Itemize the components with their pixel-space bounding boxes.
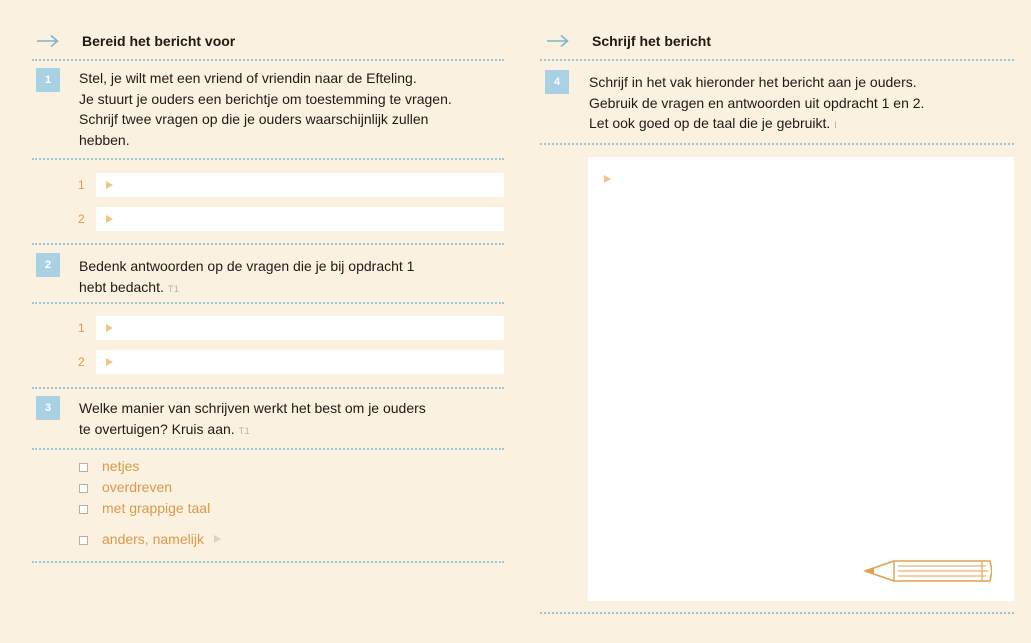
triangle-right-icon xyxy=(604,175,611,183)
section-heading-write xyxy=(540,30,711,52)
question-text: Schrijf in het vak hieronder het bericht aan je ouders. Gebruik de vragen en antwoorden uit opdracht 1 en 2. Let ook goed op de taal die je gebruikt. I xyxy=(589,74,925,131)
message-writing-area[interactable] xyxy=(588,157,1014,601)
row-number: 2 xyxy=(78,212,85,226)
task-tag: T1 xyxy=(167,283,180,294)
divider xyxy=(32,448,504,450)
answer-row xyxy=(32,316,504,340)
question-text: Welke manier van schrijven werkt het best om je ouders te overtuigen? Kruis aan. T1 xyxy=(79,400,426,437)
row-number: 2 xyxy=(78,355,85,369)
checkbox[interactable] xyxy=(79,536,88,545)
divider xyxy=(32,158,504,160)
checkbox[interactable] xyxy=(79,463,88,472)
divider xyxy=(32,387,504,389)
option-overdreven[interactable] xyxy=(79,479,172,495)
divider xyxy=(32,302,504,304)
triangle-right-icon xyxy=(106,215,113,223)
triangle-right-icon xyxy=(106,358,113,366)
answer-field[interactable] xyxy=(96,173,504,197)
checkbox[interactable] xyxy=(79,505,88,514)
answer-field[interactable] xyxy=(96,207,504,231)
answer-field[interactable] xyxy=(96,316,504,340)
section-heading-prepare xyxy=(32,30,235,52)
triangle-right-icon xyxy=(214,535,221,543)
right-arrow-icon xyxy=(36,34,60,48)
divider xyxy=(540,143,1014,145)
right-arrow-icon xyxy=(546,34,570,48)
task-tag: I xyxy=(834,120,838,130)
triangle-right-icon xyxy=(106,181,113,189)
question-number: 3 xyxy=(36,396,60,420)
question-text: Bedenk antwoorden op de vragen die je bij opdracht 1 hebt bedacht. T1 xyxy=(79,258,415,295)
checkbox[interactable] xyxy=(79,484,88,493)
option-grappige-taal[interactable] xyxy=(79,500,210,516)
section-title: Bereid het bericht voor xyxy=(82,33,236,49)
question-text: Stel, je wilt met een vriend of vriendin naar de Efteling. Je stuurt je ouders een berichtje om toestemming te vragen. Schrijf twee vragen op die je ouders waarschijnlijk zullen hebben. xyxy=(79,70,452,148)
question-number: 4 xyxy=(545,70,569,94)
option-netjes[interactable] xyxy=(79,458,139,474)
answer-row xyxy=(32,207,504,231)
question-number: 2 xyxy=(36,253,60,277)
pencil-icon xyxy=(862,557,992,585)
answer-row xyxy=(32,350,504,374)
divider xyxy=(540,59,1014,61)
divider xyxy=(32,243,504,245)
answer-row xyxy=(32,173,504,197)
divider xyxy=(32,561,504,563)
answer-field[interactable] xyxy=(96,350,504,374)
triangle-right-icon xyxy=(106,324,113,332)
option-label: met grappige taal xyxy=(102,500,211,516)
question-number: 1 xyxy=(36,68,60,92)
option-label: anders, namelijk xyxy=(102,531,204,547)
row-number: 1 xyxy=(78,178,85,192)
row-number: 1 xyxy=(78,321,85,335)
section-title: Schrijf het bericht xyxy=(592,33,712,49)
divider xyxy=(540,612,1014,614)
option-label: netjes xyxy=(102,458,140,474)
option-anders[interactable] xyxy=(79,531,221,547)
option-label: overdreven xyxy=(102,479,173,495)
divider xyxy=(32,59,504,61)
task-tag: T1 xyxy=(238,425,251,436)
